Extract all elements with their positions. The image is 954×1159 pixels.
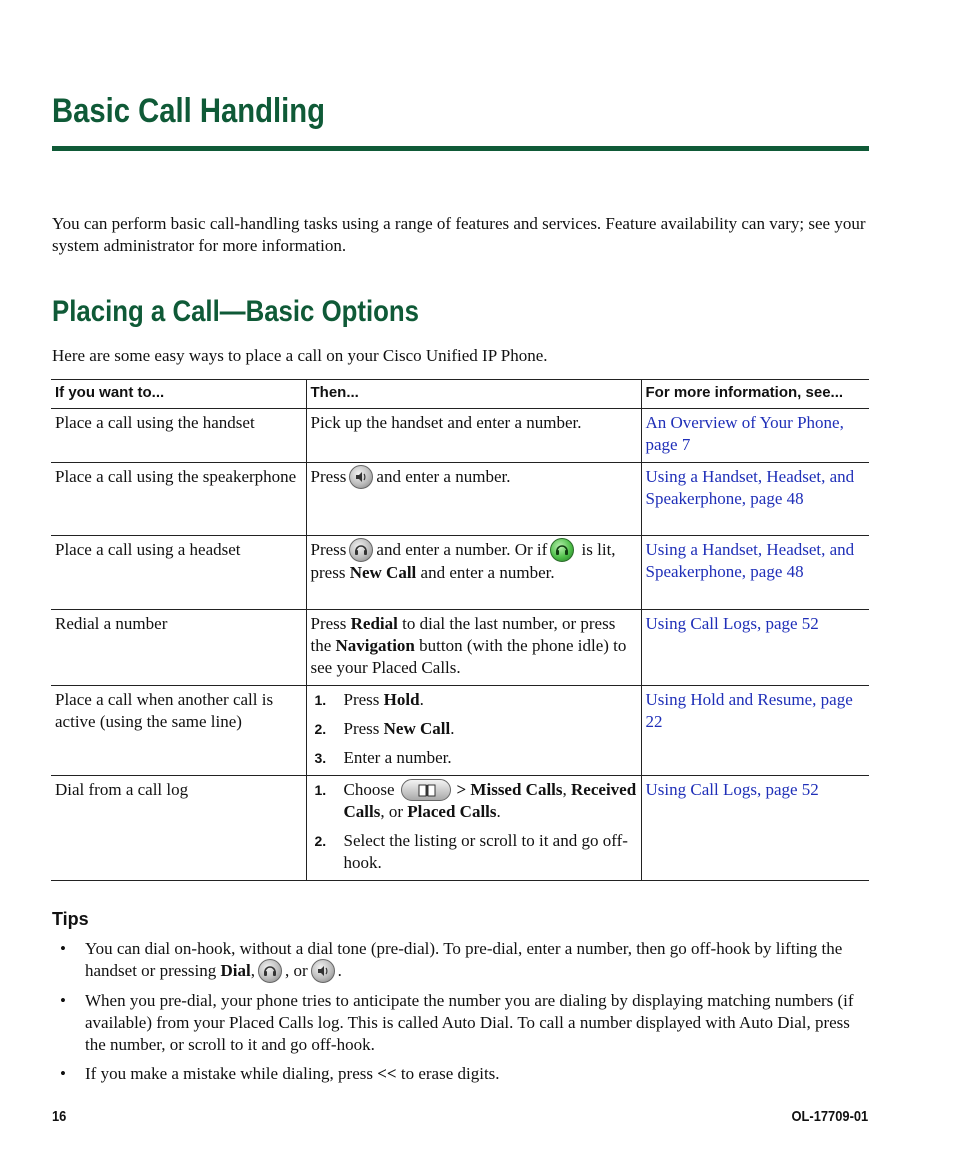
- then-cell: [306, 536, 641, 610]
- then-cell: Pick up the handset and enter a number.: [306, 409, 641, 463]
- table-row: [51, 776, 869, 881]
- step-text: ,: [562, 780, 567, 799]
- then-text: button (with the phone idle) to see your Placed Calls.: [310, 636, 627, 677]
- then-text: and enter a number.: [420, 562, 555, 582]
- headset-icon: [349, 538, 373, 562]
- table-row: [51, 536, 869, 610]
- table-row: [51, 686, 869, 776]
- overview-link[interactable]: An Overview of Your Phone, page 7: [645, 413, 844, 454]
- received-calls-label: Received Calls: [343, 780, 637, 821]
- table-row: [51, 409, 869, 463]
- step-text: .: [419, 690, 424, 709]
- backspace-softkey: <<: [377, 1063, 397, 1083]
- hold-softkey: Hold: [383, 690, 420, 709]
- handset-headset-link[interactable]: Using a Handset, Headset, and Speakerphone, page 48: [645, 467, 855, 508]
- tip-item: • When you pre-dial, your phone tries to anticipate the number you are dialing by displaying matching numbers (if available) from your Placed Calls log. This is called Auto Dial. To call a number displayed with Auto Dial, press the number, or scroll to it and go off-hook.: [52, 990, 872, 1056]
- want-cell: Place a call when another call is active (using the same line): [51, 686, 306, 776]
- step-number: 3.: [314, 750, 327, 766]
- tips-heading: Tips: [52, 909, 89, 929]
- then-cell: [306, 776, 641, 881]
- redial-softkey: Redial: [350, 614, 398, 633]
- directories-book-icon: [401, 779, 451, 801]
- step-number: 2.: [314, 721, 327, 737]
- step-number: 1.: [314, 692, 327, 708]
- step-text: Choose: [343, 780, 395, 799]
- want-cell: Dial from a call log: [51, 776, 306, 881]
- want-cell: Place a call using the speakerphone: [51, 463, 306, 536]
- step-text: Select the listing or scroll to it and go off-hook.: [343, 831, 628, 872]
- tip-text: to erase digits.: [400, 1063, 500, 1083]
- see-link-cell[interactable]: [641, 536, 869, 610]
- column-header: Then...: [306, 380, 641, 409]
- page-number: 16: [52, 1108, 67, 1125]
- step-list: [311, 779, 637, 874]
- then-text: to dial the last number, or press the: [310, 614, 616, 655]
- see-link-cell[interactable]: [641, 776, 869, 881]
- tip-item: [52, 938, 872, 983]
- tip-text: ,: [250, 961, 255, 980]
- title-rule: [52, 146, 869, 151]
- step-number: 1.: [314, 782, 327, 798]
- speakerphone-icon: [349, 465, 373, 489]
- call-options-table: [51, 379, 869, 881]
- step-number: 2.: [314, 833, 327, 849]
- then-text: Press: [310, 467, 347, 486]
- document-id: OL-17709-01: [791, 1108, 868, 1125]
- want-cell: Place a call using a headset: [51, 536, 306, 610]
- new-call-softkey: New Call: [383, 719, 451, 738]
- headset-icon: [258, 959, 282, 983]
- then-text: Press: [310, 540, 347, 559]
- tips-list: [52, 938, 872, 1092]
- step-item: [311, 718, 637, 740]
- headset-lit-icon: [550, 538, 574, 562]
- tip-text: , or: [285, 961, 308, 980]
- step-item: [311, 830, 637, 874]
- column-header: If you want to...: [51, 380, 306, 409]
- tip-text: You can dial on-hook, without a dial tone (pre-dial). To pre-dial, enter a number, then go off-hook by lifting the handset or pressing: [85, 939, 843, 980]
- step-text: Enter a number.: [343, 748, 452, 767]
- table-row: [51, 463, 869, 536]
- section-intro: Here are some easy ways to place a call on your Cisco Unified IP Phone.: [52, 346, 548, 365]
- hold-resume-link[interactable]: Using Hold and Resume, page 22: [645, 690, 853, 731]
- see-link-cell[interactable]: [641, 463, 869, 536]
- see-link-cell[interactable]: [641, 409, 869, 463]
- step-text: .: [496, 802, 501, 821]
- speakerphone-icon: [311, 959, 335, 983]
- see-link-cell[interactable]: [641, 686, 869, 776]
- handset-headset-link[interactable]: Using a Handset, Headset, and Speakerphone, page 48: [645, 540, 855, 581]
- then-text: Press: [310, 614, 347, 633]
- see-link-cell[interactable]: [641, 610, 869, 686]
- call-logs-link[interactable]: Using Call Logs, page 52: [645, 780, 819, 799]
- placed-calls-label: Placed Calls: [407, 802, 497, 821]
- step-text: Press: [343, 690, 380, 709]
- then-cell: [306, 686, 641, 776]
- step-item: [311, 747, 637, 769]
- tip-text: .: [337, 961, 342, 980]
- new-call-softkey: New Call: [349, 562, 417, 582]
- then-text: is lit, press: [310, 540, 616, 582]
- missed-calls-label: > Missed Calls: [456, 780, 563, 799]
- step-text: Press: [343, 719, 380, 738]
- section-title: Placing a Call—Basic Options: [52, 295, 420, 328]
- call-logs-link[interactable]: Using Call Logs, page 52: [645, 614, 819, 633]
- page-title: Basic Call Handling: [52, 92, 325, 130]
- intro-paragraph: You can perform basic call-handling tasks using a range of features and services. Feature availability can vary; see your system administrator for more information.: [52, 214, 866, 255]
- want-cell: Place a call using the handset: [51, 409, 306, 463]
- want-cell: Redial a number: [51, 610, 306, 686]
- step-item: [311, 689, 637, 711]
- table-header-row: [51, 380, 869, 409]
- step-list: [311, 689, 637, 769]
- then-text: and enter a number.: [376, 467, 511, 486]
- navigation-button-label: Navigation: [335, 636, 415, 655]
- then-cell: [306, 610, 641, 686]
- step-text: , or: [380, 802, 404, 821]
- tip-text: If you make a mistake while dialing, press: [85, 1063, 373, 1083]
- table-row: [51, 610, 869, 686]
- then-text: and enter a number. Or if: [376, 540, 548, 559]
- tip-item: [52, 1063, 872, 1085]
- step-text: .: [450, 719, 455, 738]
- step-item: [311, 779, 637, 823]
- dial-softkey: Dial: [220, 961, 251, 980]
- then-cell: [306, 463, 641, 536]
- column-header: For more information, see...: [641, 380, 869, 409]
